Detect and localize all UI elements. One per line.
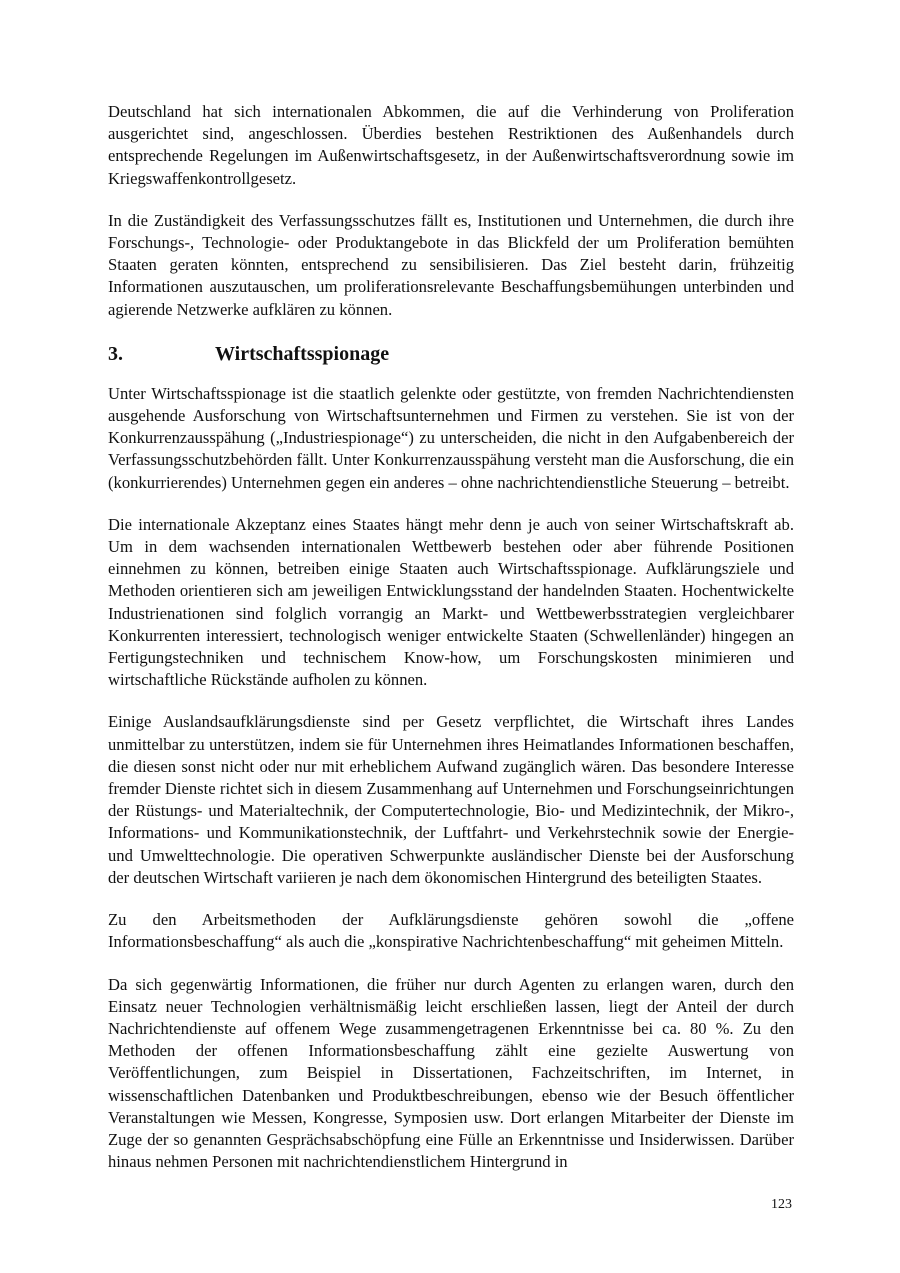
paragraph-verfassungsschutz-responsibility: In die Zuständigkeit des Verfassungsschutzes fällt es, Institutionen und Unternehmen, die durch ihre Forschungs-, Technologie- oder Produktangebote in das Blickfeld der um Proliferation bemühten Staaten geraten könnten, entsprechend zu sensibilisieren. Das Ziel besteht darin, frühzeitig Informationen auszutauschen, um proliferationsrelevante Beschaffungsbemühungen unterbinden und agierende Netzwerke aufklären zu können.: [108, 210, 794, 319]
paragraph-definition: Unter Wirtschaftsspionage ist die staatlich gelenkte oder gestützte, von fremden Nachrichtendiensten ausgehende Ausforschung von Wirtschaftsunternehmen und Firmen zu verstehen. Sie ist von der Konkurrenzausspähung („Industriespionage“) zu unterscheiden, die nicht in den Aufgabenbereich der Verfassungsschutzbehörden fällt. Unter Konkurrenzausspähung versteht man die Ausforschung, die ein (konkurrierendes) Unternehmen gegen ein anderes – ohne nachrichtendienstliche Steuerung – betreibt.: [108, 383, 794, 492]
page-body: [108, 101, 794, 1193]
section-heading: [108, 341, 794, 367]
section-number: 3.: [108, 342, 123, 365]
paragraph-foreign-services: Einige Auslandsaufklärungsdienste sind per Gesetz verpflichtet, die Wirtschaft ihres Landes unmittelbar zu unterstützen, indem sie für Unternehmen ihres Heimatlandes Informationen beschaffen, die diesen sonst nicht oder nur mit erheblichem Aufwand zugänglich wären. Das besondere Interesse fremder Dienste richtet sich in diesem Zusammenhang auf Unternehmen und Forschungseinrichtungen der Rüstungs- und Materialtechnik, der Computertechnologie, Bio- und Medizintechnik, der Mikro-, Informations- und Kommunikationstechnik, der Luftfahrt- und Verkehrstechnik sowie der Energie- und Umwelttechnologie. Die operativen Schwerpunkte ausländischer Dienste bei der Ausforschung der deutschen Wirtschaft variieren je nach dem ökonomischen Hintergrund des beteiligten Staates.: [108, 712, 794, 887]
paragraph-nonproliferation-agreements: Deutschland hat sich internationalen Abkommen, die auf die Verhinderung von Proliferation ausgerichtet sind, angeschlossen. Überdies bestehen Restriktionen des Außenhandels durch entsprechende Regelungen im Außenwirtschaftsgesetz, in der Außenwirtschaftsverordnung sowie im Kriegswaffenkontrollgesetz.: [108, 102, 794, 188]
paragraph-working-methods: Zu den Arbeitsmethoden der Aufklärungsdienste gehören sowohl die „offene Informationsbeschaffung“ als auch die „konspirative Nachrichtenbeschaffung“ mit geheimen Mitteln.: [108, 910, 794, 952]
paragraph-economic-power: Die internationale Akzeptanz eines Staates hängt mehr denn je auch von seiner Wirtschaftskraft ab. Um in dem wachsenden internationalen Wettbewerb bestehen oder aber führende Positionen einnehmen zu können, betreiben einige Staaten auch Wirtschaftsspionage. Aufklärungsziele und Methoden orientieren sich am jeweiligen Entwicklungsstand der handelnden Staaten. Hochentwickelte Industrienationen sind folglich vorrangig an Markt- und Wettbewerbsstrategien vergleichbarer Konkurrenten interessiert, technologisch weniger entwickelte Staaten (Schwellenländer) hingegen an Fertigungstechniken und technischem Know-how, um Forschungskosten minimieren und wirtschaftliche Rückstände aufholen zu können.: [108, 514, 794, 690]
page-number: 123: [771, 1197, 792, 1212]
section-title: Wirtschaftsspionage: [215, 342, 390, 365]
paragraph-open-information: Da sich gegenwärtig Informationen, die früher nur durch Agenten zu erlangen waren, durch den Einsatz neuer Technologien verhältnismäßig leicht erschließen lassen, liegt der Anteil der durch Nachrichtendienste auf offenem Wege zusammengetragenen Erkenntnisse bei ca. 80 %. Zu den Methoden der offenen Informationsbeschaffung zählt eine gezielte Auswertung von Veröffentlichungen, zum Beispiel in Dissertationen, Fachzeitschriften, im Internet, in wissenschaftlichen Datenbanken und Produktbeschreibungen, ebenso wie der Besuch öffentlicher Veranstaltungen wie Messen, Kongresse, Symposien usw. Dort erlangen Mitarbeiter der Dienste im Zuge der so genannten Gesprächsabschöpfung eine Fülle an Erkenntnisse und Insiderwissen. Darüber hinaus nehmen Personen mit nachrichtendienstlichem Hintergrund in: [108, 974, 794, 1172]
